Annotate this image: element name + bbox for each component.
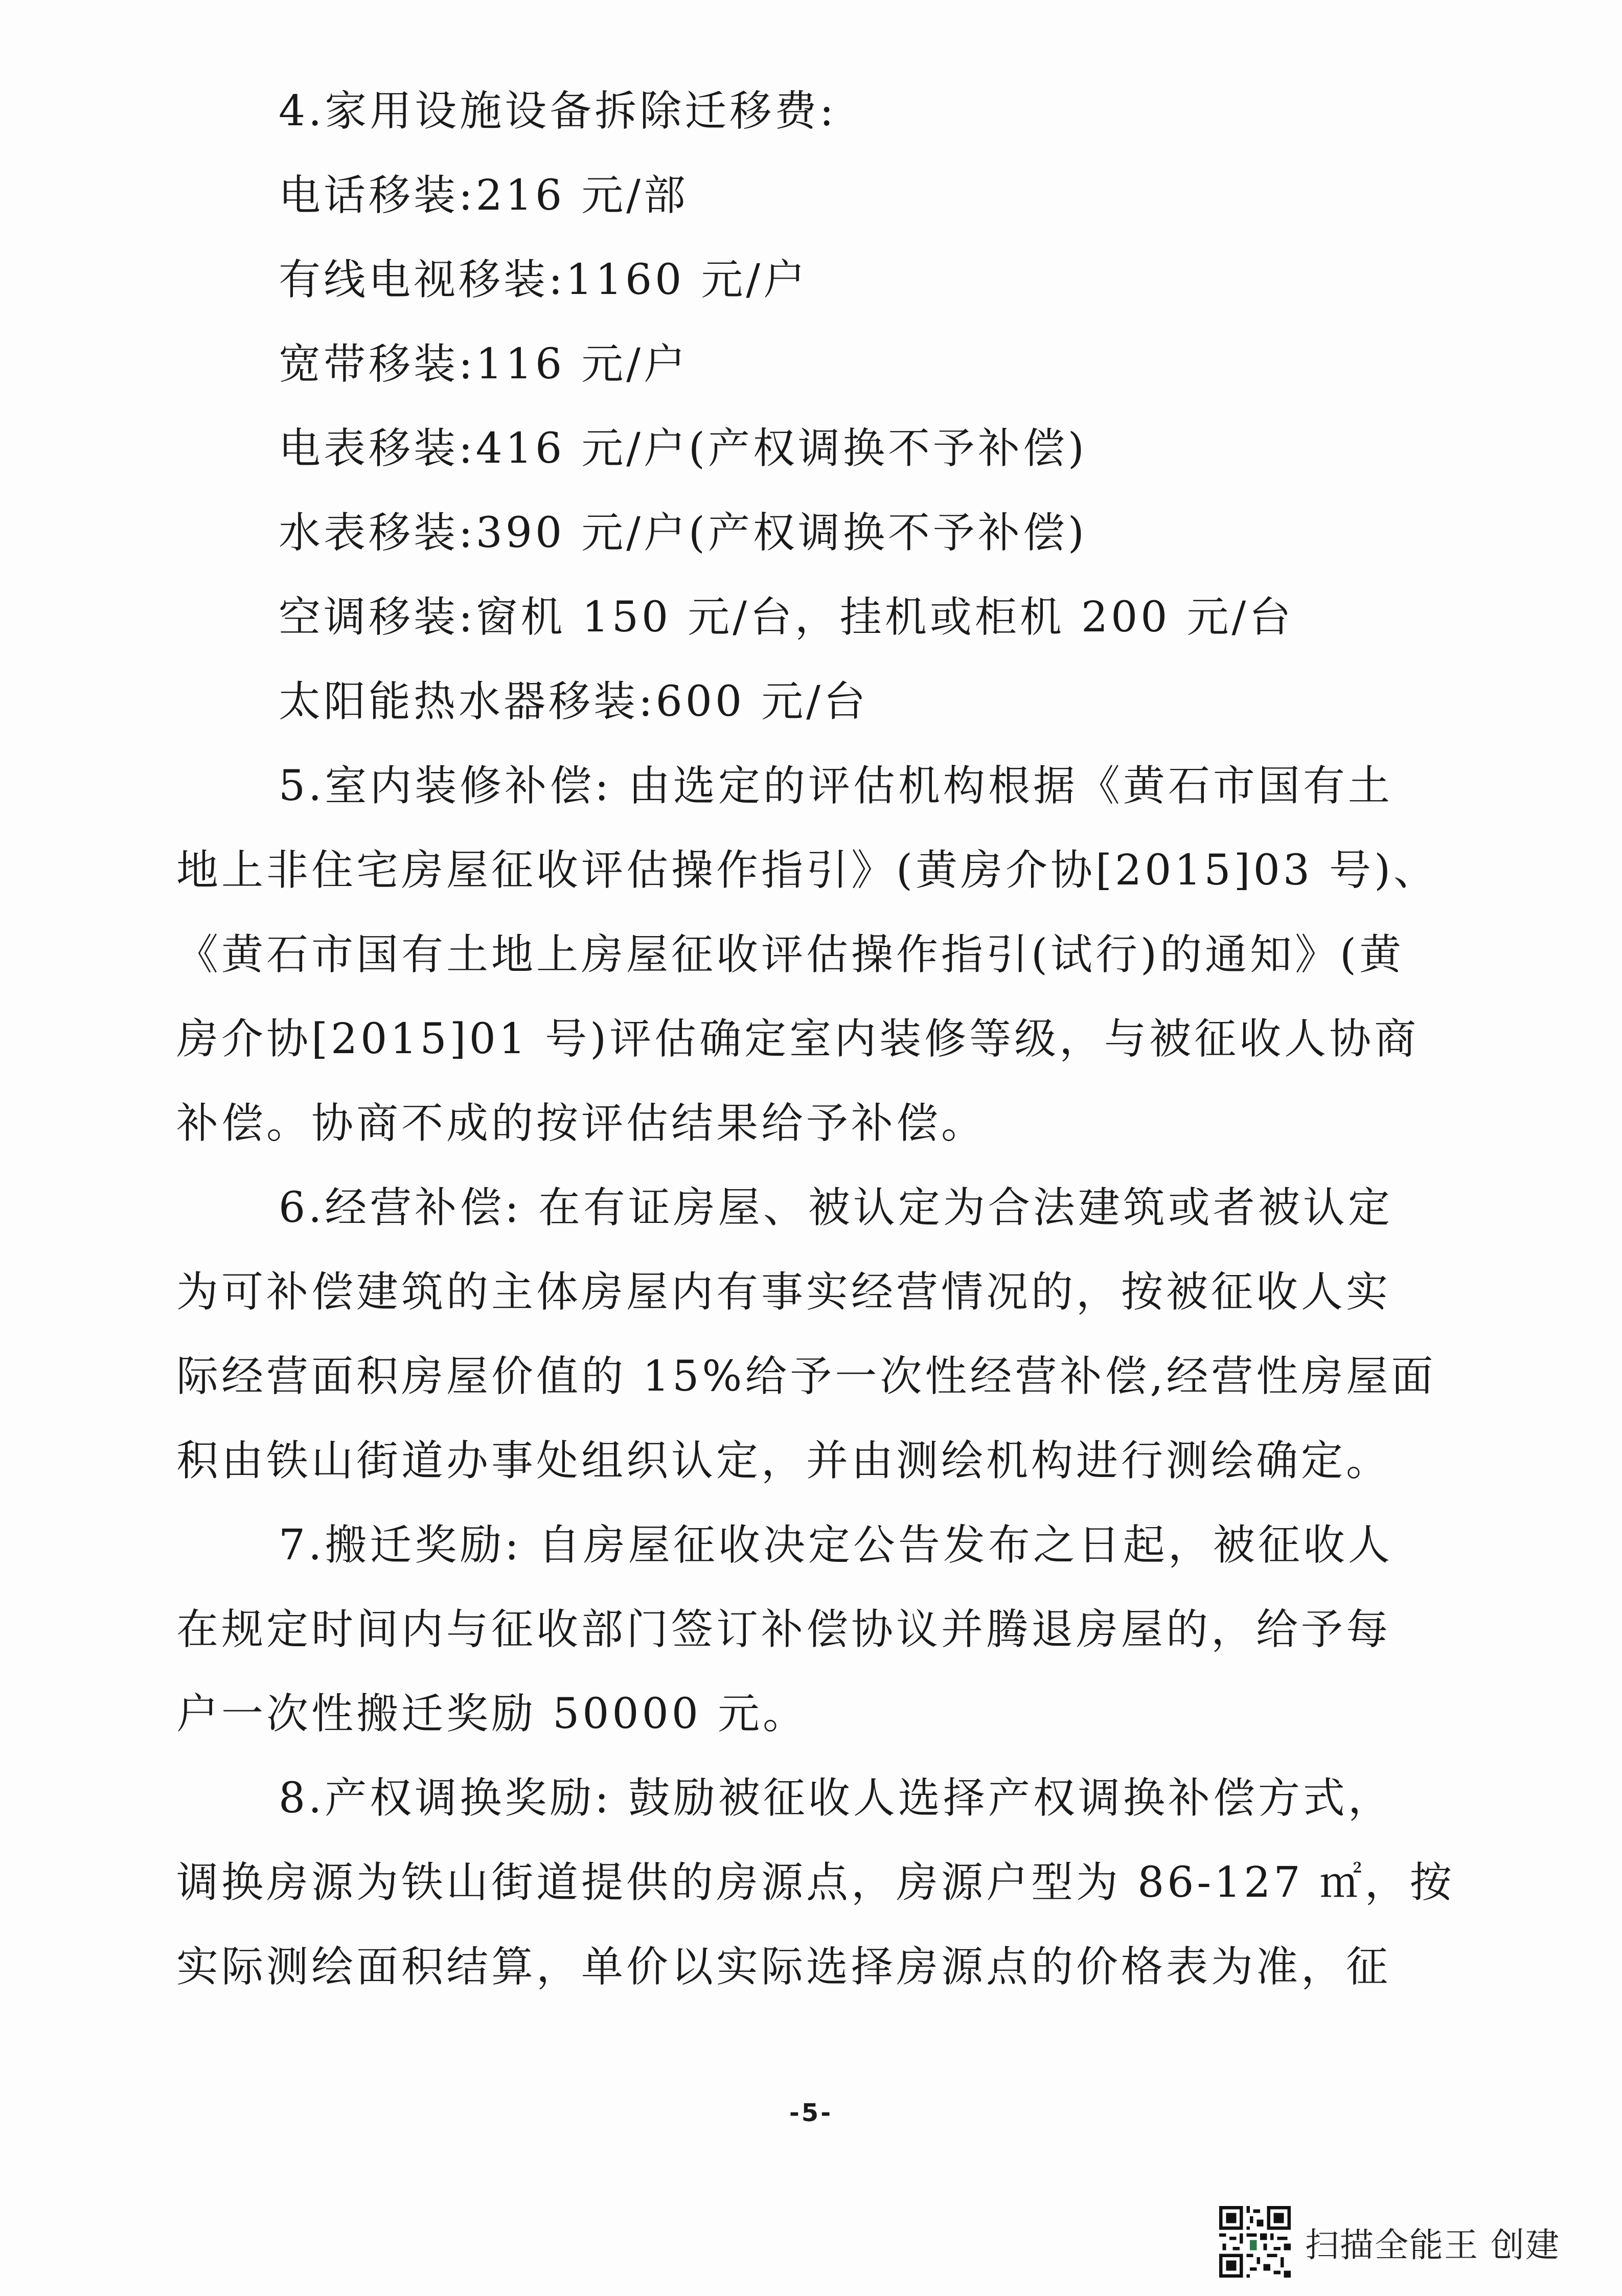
- text-line: 太阳能热水器移装:600 元/台: [279, 677, 869, 726]
- text-line: 户一次性搬迁奖励 50000 元。: [176, 1690, 808, 1738]
- text-line: 有线电视移装:1160 元/户: [279, 256, 809, 304]
- text-line: 水表移装:390 元/户(产权调换不予补偿): [279, 509, 1087, 557]
- text-line: 在规定时间内与征收部门签订补偿协议并腾退房屋的，给予每: [176, 1605, 1391, 1654]
- text-line: 电表移装:416 元/户(产权调换不予补偿): [279, 424, 1087, 473]
- document-body: [176, 69, 1459, 2009]
- text-line: 实际测绘面积结算，单价以实际选择房源点的价格表为准，征: [176, 1943, 1391, 1991]
- scanner-watermark: [1219, 2203, 1560, 2280]
- text-line: 积由铁山街道办事处组织认定，并由测绘机构进行测绘确定。: [176, 1437, 1391, 1485]
- text-line: 7.搬迁奖励: 自房屋征收决定公告发布之日起，被征收人: [279, 1521, 1393, 1570]
- text-line: 调换房源为铁山街道提供的房源点，房源户型为 86-127 ㎡，按: [176, 1858, 1455, 1907]
- text-line: 6.经营补偿: 在有证房屋、被认定为合法建筑或者被认定: [279, 1184, 1393, 1232]
- watermark-label: 扫描全能王 创建: [1305, 2225, 1560, 2265]
- page-number: -5-: [789, 2099, 833, 2127]
- text-line: 《黄石市国有土地上房屋征收评估操作指引(试行)的通知》(黄: [176, 930, 1404, 979]
- text-line: 4.家用设施设备拆除迁移费:: [279, 87, 837, 135]
- text-line: 5.室内装修补偿: 由选定的评估机构根据《黄石市国有土: [279, 762, 1393, 810]
- text-line: 空调移装:窗机 150 元/台，挂机或柜机 200 元/台: [279, 593, 1294, 642]
- text-line: 地上非住宅房屋征收评估操作指引》(黄房介协[2015]03 号)、: [176, 846, 1439, 895]
- text-line: 补偿。协商不成的按评估结果给予补偿。: [176, 1099, 987, 1148]
- text-line: 宽带移装:116 元/户: [279, 340, 689, 389]
- qr-code-icon: [1219, 2206, 1291, 2278]
- text-line: 房介协[2015]01 号)评估确定室内装修等级，与被征收人协商: [176, 1015, 1420, 1063]
- text-line: 际经营面积房屋价值的 15%给予一次性经营补偿,经营性房屋面: [176, 1352, 1436, 1401]
- text-line: 为可补偿建筑的主体房屋内有事实经营情况的，按被征收人实: [176, 1268, 1391, 1316]
- text-line: 8.产权调换奖励: 鼓励被征收人选择产权调换补偿方式，: [279, 1774, 1393, 1823]
- text-line: 电话移装:216 元/部: [279, 171, 689, 220]
